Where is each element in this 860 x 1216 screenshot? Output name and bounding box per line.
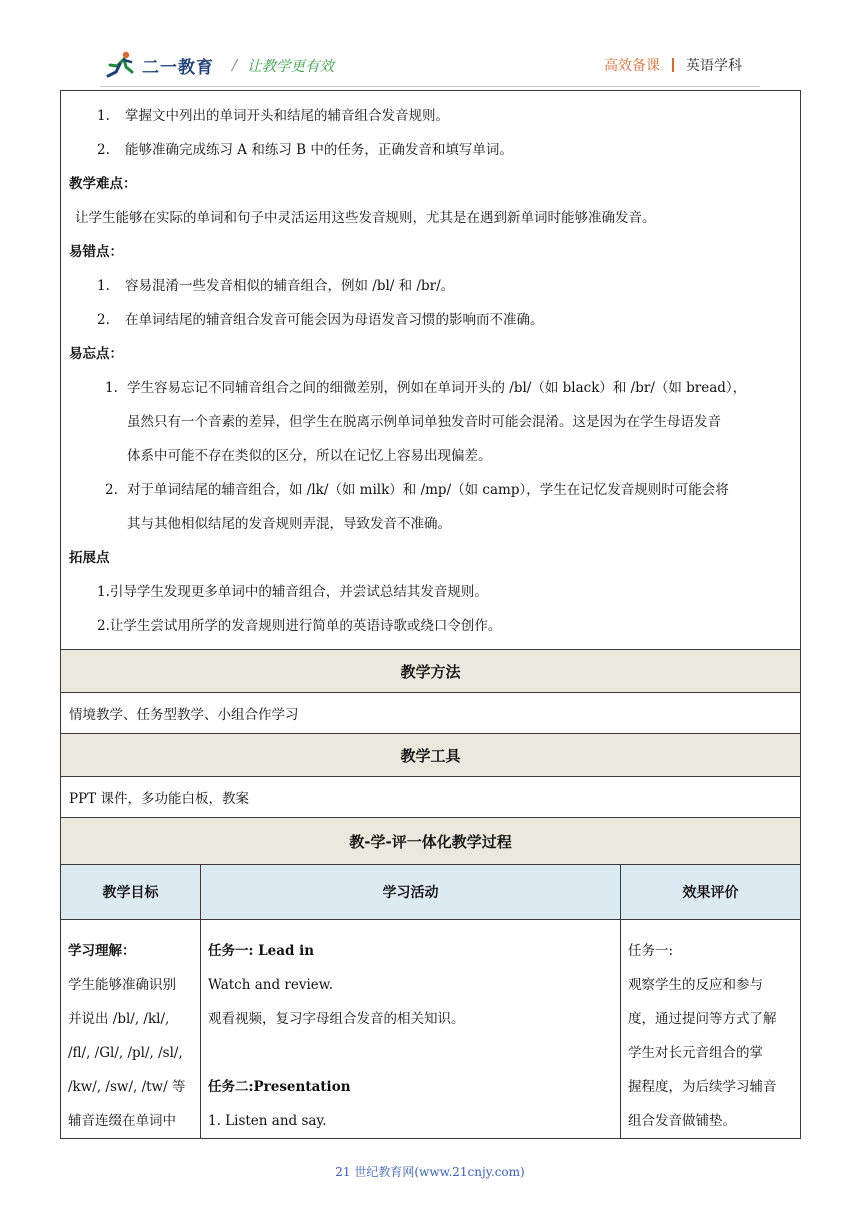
evaluation-title: 任务一: [628, 943, 674, 959]
goal-line: 学生能够准确识别 [68, 977, 176, 993]
methods-body-row [61, 693, 801, 734]
error-prone-item: 2. 在单词结尾的辅音组合发音可能会因为母语发音习惯的影响而不准确。 [97, 312, 544, 328]
header-tag: 高效备课 [604, 58, 660, 74]
header-divider [672, 58, 674, 72]
goal-line: 辅音连缀在单词中 [68, 1113, 176, 1129]
spacer-line [208, 1036, 614, 1070]
goal-line: 并说出 /bl/, /kl/, [68, 1011, 170, 1027]
objectives-row [61, 91, 801, 650]
header-right [604, 55, 742, 75]
column-header-activity: 学习活动 [201, 865, 621, 920]
evaluation-line: 握程度，为后续学习辅音 [628, 1079, 777, 1095]
slogan: 让教学更有效 [247, 58, 335, 75]
evaluation-line: 组合发音做铺垫。 [628, 1113, 736, 1129]
tools-content: PPT 课件，多功能白板，教案 [61, 777, 801, 818]
lesson-plan-table [60, 90, 801, 1139]
header-rule [100, 86, 760, 87]
difficulty-text: 让学生能够在实际的单词和句子中灵活运用这些发音规则，尤其是在遇到新单词时能够准确发音。 [75, 210, 656, 226]
methods-content: 情境教学、任务型教学、小组合作学习 [61, 693, 801, 734]
goal-cell [61, 920, 201, 1139]
easy-forget-heading: 易忘点： [69, 346, 123, 362]
objective-item: 2. 能够准确完成练习 A 和练习 B 中的任务，正确发音和填写单词。 [97, 142, 513, 158]
evaluation-line: 学生对长元音组合的掌 [628, 1045, 763, 1061]
activity-cell [201, 920, 621, 1139]
column-header-evaluation: 效果评价 [621, 865, 801, 920]
process-content-row [61, 920, 801, 1139]
easy-forget-item: 2. 对于单词结尾的辅音组合，如 /lk/（如 milk）和 /mp/（如 camp），学生在记忆发音规则时可能会将 [105, 482, 729, 498]
brand-logo [104, 48, 334, 82]
task1-line: 观看视频，复习字母组合发音的相关知识。 [208, 1011, 465, 1027]
error-prone-heading: 易错点： [69, 244, 123, 260]
logo-text: 二一教育 [142, 57, 214, 78]
goal-title: 学习理解： [68, 943, 136, 959]
task1-line: Watch and review. [208, 977, 334, 993]
page-header [0, 0, 860, 90]
logo-separator: / [232, 56, 238, 74]
page-footer[interactable]: 21 世纪教育网(www.21cnjy.com) [335, 1165, 525, 1179]
methods-head-row [61, 650, 801, 693]
column-header-goal: 教学目标 [61, 865, 201, 920]
extension-heading: 拓展点 [69, 550, 110, 566]
objectives-cell [61, 91, 801, 650]
tools-title: 教学工具 [61, 734, 801, 777]
process-columns-row [61, 865, 801, 920]
tools-body-row [61, 777, 801, 818]
goal-line: /fl/, /Gl/, /pl/, /sl/, [68, 1045, 183, 1061]
easy-forget-line: 虽然只有一个音素的差异，但学生在脱离示例单词单独发音时可能会混淆。这是因为在学生母语发音 [127, 414, 721, 430]
task2-title: 任务二:Presentation [208, 1079, 351, 1095]
process-title: 教-学-评一体化教学过程 [61, 818, 801, 865]
objective-item: 1. 掌握文中列出的单词开头和结尾的辅音组合发音规则。 [97, 108, 449, 124]
methods-title: 教学方法 [61, 650, 801, 693]
easy-forget-line: 其与其他相似结尾的发音规则弄混，导致发音不准确。 [127, 516, 451, 532]
tools-head-row [61, 734, 801, 777]
task1-title: 任务一: Lead in [208, 943, 315, 959]
goal-line: /kw/, /sw/, /tw/ 等 [68, 1079, 186, 1095]
extension-item: 2.让学生尝试用所学的发音规则进行简单的英语诗歌或绕口令创作。 [97, 618, 502, 634]
evaluation-line: 度，通过提问等方式了解 [628, 1011, 777, 1027]
task2-line: 1. Listen and say. [208, 1113, 327, 1129]
evaluation-cell [621, 920, 801, 1139]
easy-forget-line: 体系中可能不存在类似的区分，所以在记忆上容易出现偏差。 [127, 448, 492, 464]
difficulty-heading: 教学难点： [69, 176, 137, 192]
runner-logo-icon [104, 50, 138, 80]
easy-forget-item: 1. 学生容易忘记不同辅音组合之间的细微差别，例如在单词开头的 /bl/（如 black）和 /br/（如 bread）， [105, 380, 747, 396]
process-head-row [61, 818, 801, 865]
error-prone-item: 1. 容易混淆一些发音相似的辅音组合，例如 /bl/ 和 /br/。 [97, 278, 455, 294]
extension-item: 1.引导学生发现更多单词中的辅音组合，并尝试总结其发音规则。 [97, 584, 488, 600]
evaluation-line: 观察学生的反应和参与 [628, 977, 763, 993]
header-subject: 英语学科 [686, 58, 742, 74]
